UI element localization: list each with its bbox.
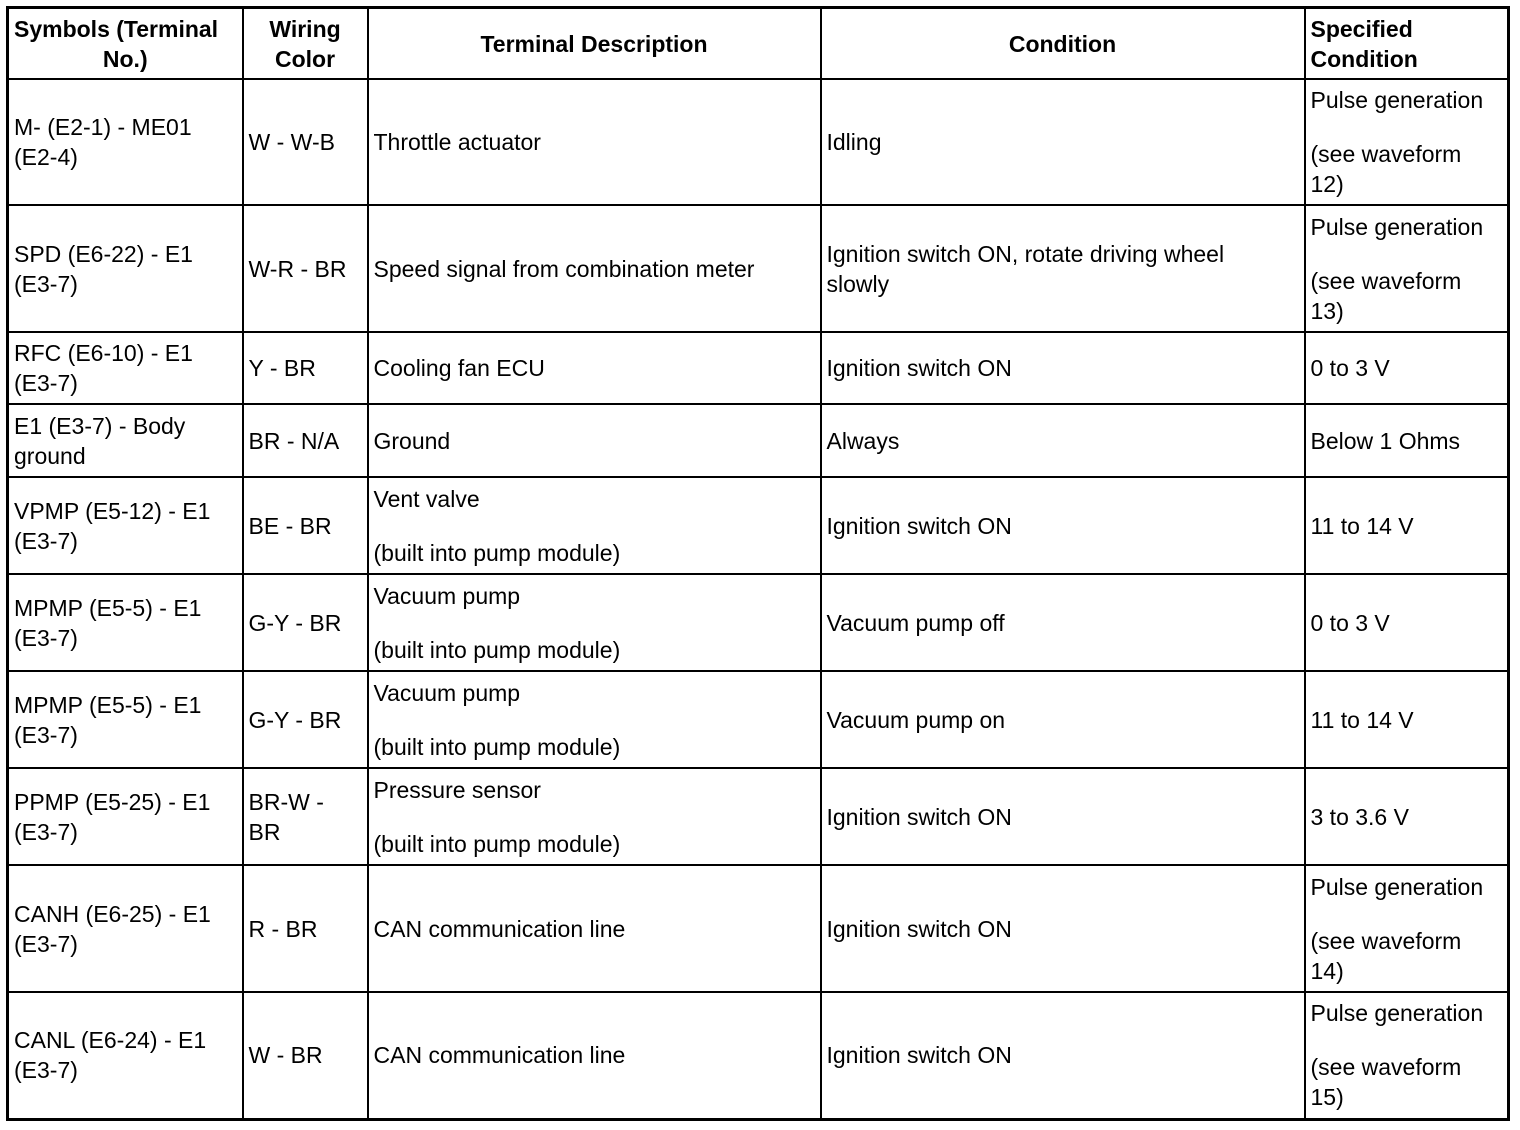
condition-cell-line: Ignition switch ON <box>826 355 1012 381</box>
description-cell-line: Vent valve <box>373 485 480 512</box>
header-row <box>8 8 1509 80</box>
specified-cell-line: Below 1 Ohms <box>1310 427 1461 454</box>
description-cell <box>368 574 821 671</box>
specified-cell-line: Pulse generation <box>1310 1000 1484 1027</box>
specified-cell-line: 14) <box>1310 957 1344 984</box>
wiring-cell-line: BR <box>248 818 281 845</box>
condition-cell <box>821 332 1305 404</box>
paragraph-gap <box>374 514 815 538</box>
description-cell <box>368 205 821 332</box>
specified-cell-line: 12) <box>1310 171 1344 197</box>
symbol-cell-line: (E3-7) <box>14 527 78 554</box>
specified-cell-line: (see waveform <box>1310 927 1462 954</box>
condition-cell-line: Ignition switch ON, rotate driving wheel <box>826 240 1225 267</box>
wiring-cell-line: G-Y - BR <box>248 706 342 733</box>
condition-cell <box>821 865 1305 992</box>
header-wiring-line1: Wiring <box>269 15 341 42</box>
table-row <box>8 477 1509 574</box>
header-specified <box>1305 8 1509 80</box>
specified-cell-line: (see waveform <box>1310 1054 1462 1081</box>
description-cell-line: Vacuum pump <box>373 582 521 609</box>
description-cell <box>368 671 821 768</box>
symbol-cell-line: ground <box>14 442 86 469</box>
header-specified-line2: Condition <box>1310 45 1418 72</box>
symbol-cell-line: RFC (E6-10) - E1 <box>14 340 193 366</box>
symbol-cell-line: (E3-7) <box>14 624 78 651</box>
header-wiring-line2: Color <box>274 45 336 72</box>
description-cell-line: CAN communication line <box>373 915 626 942</box>
wiring-cell <box>243 404 368 477</box>
condition-cell-line: Ignition switch ON <box>826 1042 1012 1069</box>
table-row <box>8 574 1509 671</box>
description-cell-line: Pressure sensor <box>373 776 541 803</box>
wiring-cell-line: BR - N/A <box>248 427 340 454</box>
symbol-cell-line: (E3-7) <box>14 818 78 845</box>
header-description: Terminal Description <box>368 8 821 80</box>
symbol-cell-line: CANL (E6-24) - E1 <box>14 1027 207 1054</box>
condition-cell <box>821 768 1305 865</box>
description-cell <box>368 477 821 574</box>
specified-cell-line: 0 to 3 V <box>1310 355 1390 381</box>
wiring-cell <box>243 671 368 768</box>
table-row <box>8 992 1509 1119</box>
specified-cell <box>1305 332 1509 404</box>
symbol-cell <box>8 768 243 865</box>
symbol-cell-line: MPMP (E5-5) - E1 <box>14 691 202 718</box>
condition-cell-line: Always <box>826 427 900 454</box>
table-row <box>8 865 1509 992</box>
wiring-cell <box>243 79 368 205</box>
specified-cell-line: Pulse generation <box>1310 87 1484 113</box>
table-row <box>8 671 1509 768</box>
specified-cell-line: (see waveform <box>1310 267 1462 294</box>
paragraph-gap <box>374 611 815 635</box>
description-cell-line: Ground <box>373 427 451 454</box>
description-cell <box>368 768 821 865</box>
wiring-cell <box>243 992 368 1119</box>
wiring-cell <box>243 332 368 404</box>
header-symbols-line2: No.) <box>102 45 148 72</box>
specified-cell <box>1305 205 1509 332</box>
condition-cell <box>821 404 1305 477</box>
symbol-cell <box>8 992 243 1119</box>
condition-cell <box>821 671 1305 768</box>
wiring-cell <box>243 768 368 865</box>
specified-cell-line: Pulse generation <box>1310 213 1484 240</box>
symbol-cell <box>8 477 243 574</box>
specified-cell <box>1305 404 1509 477</box>
symbol-cell <box>8 332 243 404</box>
specified-cell <box>1305 768 1509 865</box>
condition-cell <box>821 205 1305 332</box>
header-symbols <box>8 8 243 80</box>
symbol-cell <box>8 865 243 992</box>
symbol-cell-line: (E3-7) <box>14 1057 78 1084</box>
description-cell <box>368 404 821 477</box>
specified-cell-line: 11 to 14 V <box>1310 706 1414 733</box>
description-cell <box>368 332 821 404</box>
specified-cell <box>1305 865 1509 992</box>
description-cell-line: (built into pump module) <box>373 539 621 566</box>
paragraph-gap <box>374 708 815 732</box>
specified-cell-line: 13) <box>1310 297 1344 324</box>
description-cell <box>368 865 821 992</box>
symbol-cell-line: M- (E2-1) - ME01 <box>14 114 192 140</box>
wiring-cell-line: R - BR <box>248 915 318 942</box>
specified-cell <box>1305 574 1509 671</box>
specified-cell-line: (see waveform <box>1310 141 1462 167</box>
table-row <box>8 404 1509 477</box>
symbol-cell-line: E1 (E3-7) - Body <box>14 412 186 439</box>
terminal-table <box>6 6 1510 1121</box>
specified-cell-line: Pulse generation <box>1310 873 1484 900</box>
condition-cell-line: Ignition switch ON <box>826 915 1012 942</box>
condition-cell-line: Vacuum pump off <box>826 609 1005 636</box>
wiring-cell-line: W - W-B <box>248 129 335 155</box>
header-condition: Condition <box>821 8 1305 80</box>
description-cell <box>368 992 821 1119</box>
paragraph-gap <box>1311 242 1503 266</box>
paragraph-gap <box>1311 902 1503 926</box>
header-specified-line1: Specified <box>1310 15 1413 42</box>
symbol-cell-line: SPD (E6-22) - E1 <box>14 240 193 267</box>
symbol-cell-line: (E3-7) <box>14 721 78 748</box>
symbol-cell-line: MPMP (E5-5) - E1 <box>14 594 202 621</box>
table-row <box>8 79 1509 205</box>
table-row <box>8 768 1509 865</box>
description-cell-line: (built into pump module) <box>373 733 621 760</box>
symbol-cell-line: CANH (E6-25) - E1 <box>14 900 211 927</box>
condition-cell-line: Ignition switch ON <box>826 803 1012 830</box>
specified-cell-line: 0 to 3 V <box>1310 609 1390 636</box>
wiring-cell <box>243 574 368 671</box>
specified-cell <box>1305 79 1509 205</box>
symbol-cell <box>8 79 243 205</box>
wiring-cell-line: BR-W - <box>248 788 324 815</box>
symbol-cell <box>8 205 243 332</box>
condition-cell <box>821 574 1305 671</box>
specified-cell-line: 3 to 3.6 V <box>1310 803 1409 830</box>
specified-cell <box>1305 477 1509 574</box>
specified-cell-line: 11 to 14 V <box>1310 512 1414 539</box>
paragraph-gap <box>1311 1028 1503 1052</box>
wiring-cell <box>243 865 368 992</box>
description-cell-line: Cooling fan ECU <box>373 355 545 381</box>
paragraph-gap <box>374 805 815 829</box>
symbol-cell-line: (E2-4) <box>14 144 78 170</box>
table-row <box>8 205 1509 332</box>
header-wiring <box>243 8 368 80</box>
description-cell-line: (built into pump module) <box>373 636 621 663</box>
symbol-cell-line: (E3-7) <box>14 270 78 297</box>
wiring-cell-line: BE - BR <box>248 512 332 539</box>
symbol-cell <box>8 671 243 768</box>
condition-cell-line: slowly <box>826 270 890 297</box>
description-cell <box>368 79 821 205</box>
wiring-cell-line: W-R - BR <box>248 255 347 282</box>
description-cell-line: CAN communication line <box>373 1042 626 1069</box>
wiring-cell-line: Y - BR <box>248 355 316 381</box>
description-cell-line: Speed signal from combination meter <box>373 255 755 282</box>
symbol-cell-line: (E3-7) <box>14 370 78 396</box>
symbol-cell <box>8 574 243 671</box>
wiring-cell <box>243 205 368 332</box>
wiring-cell <box>243 477 368 574</box>
description-cell-line: Vacuum pump <box>373 679 521 706</box>
condition-cell <box>821 477 1305 574</box>
condition-cell-line: Vacuum pump on <box>826 706 1006 733</box>
specified-cell <box>1305 992 1509 1119</box>
description-cell-line: Throttle actuator <box>373 129 541 155</box>
header-symbols-line1: Symbols (Terminal <box>14 15 219 42</box>
symbol-cell <box>8 404 243 477</box>
condition-cell <box>821 79 1305 205</box>
description-cell-line: (built into pump module) <box>373 830 621 857</box>
specified-cell-line: 15) <box>1310 1084 1344 1111</box>
symbol-cell-line: (E3-7) <box>14 930 78 957</box>
condition-cell-line: Idling <box>826 129 882 155</box>
symbol-cell-line: VPMP (E5-12) - E1 <box>14 497 211 524</box>
specified-cell <box>1305 671 1509 768</box>
symbol-cell-line: PPMP (E5-25) - E1 <box>14 788 211 815</box>
paragraph-gap <box>1311 115 1503 139</box>
condition-cell-line: Ignition switch ON <box>826 512 1012 539</box>
wiring-cell-line: W - BR <box>248 1042 323 1069</box>
table-row <box>8 332 1509 404</box>
condition-cell <box>821 992 1305 1119</box>
wiring-cell-line: G-Y - BR <box>248 609 342 636</box>
